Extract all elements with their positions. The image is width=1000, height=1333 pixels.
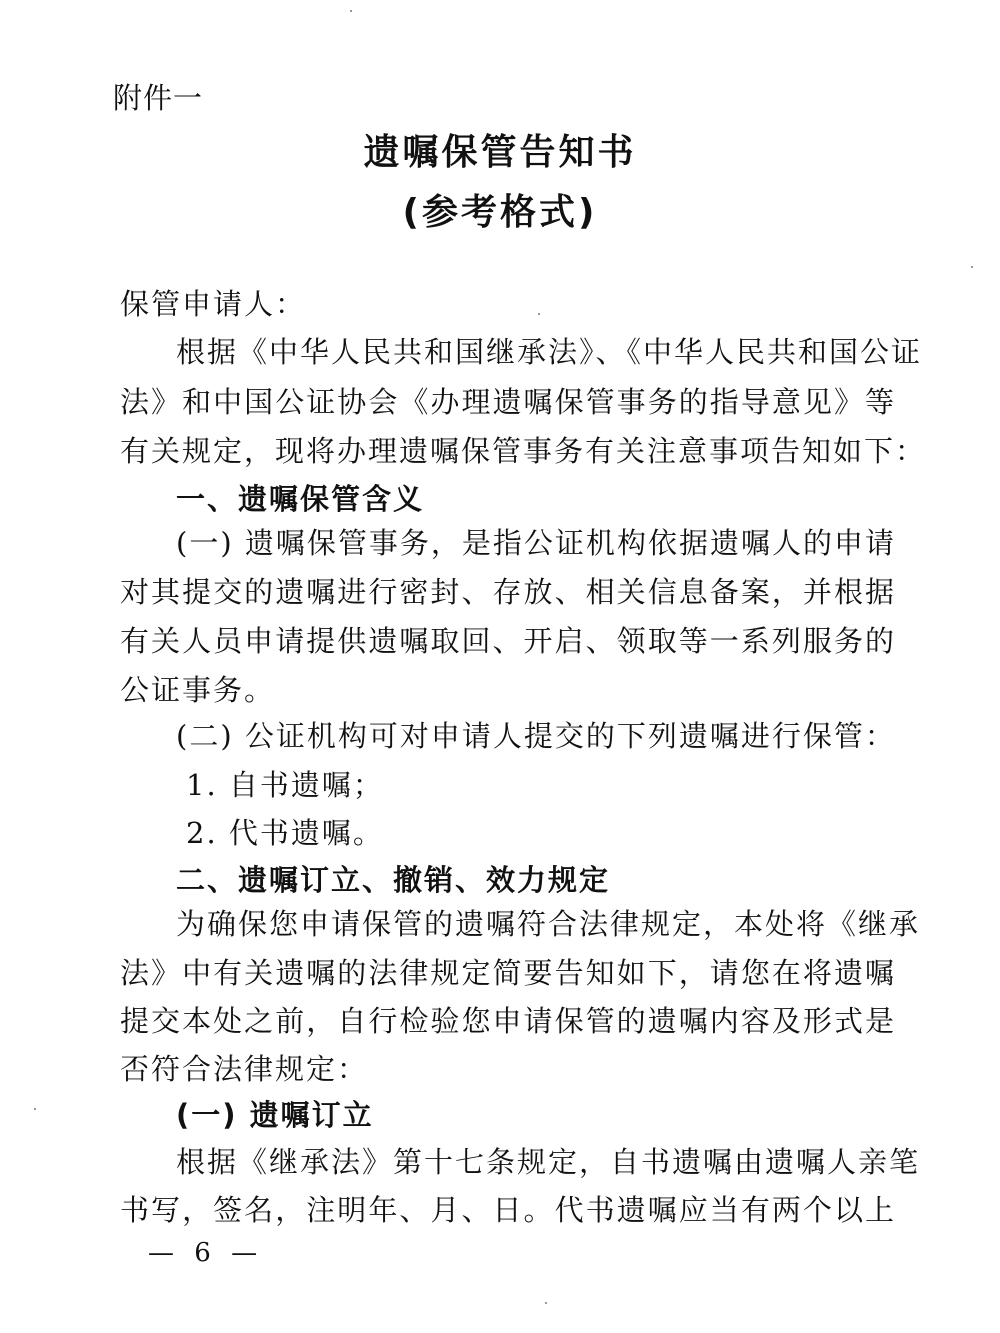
paragraph-line: 根据《继承法》第十七条规定，自书遗嘱由遗嘱人亲笔 (176, 1145, 921, 1179)
paragraph-line: 书写，签名，注明年、月、日。代书遗嘱应当有两个以上 (120, 1193, 896, 1227)
paragraph-line: 法》和中国公证协会《办理遗嘱保管事务的指导意见》等 (120, 385, 896, 419)
addressee-line: 保管申请人： (120, 287, 307, 321)
paragraph-line: (一) 遗嘱保管事务，是指公证机构依据遗嘱人的申请 (176, 526, 896, 560)
scan-speck (350, 10, 352, 12)
attachment-label: 附件一 (113, 81, 204, 115)
paragraph-line: 根据《中华人民共和国继承法》、《中华人民共和国公证 (176, 335, 923, 369)
paragraph-line: 对其提交的遗嘱进行密封、存放、相关信息备案，并根据 (120, 575, 896, 609)
paragraph-line: 法》中有关遗嘱的法律规定简要告知如下，请您在将遗嘱 (120, 956, 896, 990)
page-number: — 6 — (148, 1238, 264, 1268)
scan-speck (545, 1302, 547, 1304)
paragraph-line: 有关规定，现将办理遗嘱保管事务有关注意事项告知如下： (120, 434, 927, 468)
paragraph-line: 公证事务。 (120, 673, 276, 707)
subsection-heading: (一) 遗嘱订立 (176, 1098, 374, 1132)
section-heading: 一、遗嘱保管含义 (176, 482, 425, 516)
scan-speck (34, 1108, 36, 1110)
paragraph-line: (二) 公证机构可对申请人提交的下列遗嘱进行保管： (176, 719, 896, 753)
scan-speck (538, 313, 540, 315)
document-subtitle: (参考格式) (402, 192, 598, 233)
list-item: 1. 自书遗嘱； (186, 768, 384, 802)
section-heading: 二、遗嘱订立、撤销、效力规定 (176, 863, 611, 897)
list-item: 2. 代书遗嘱。 (186, 816, 384, 850)
document-title: 遗嘱保管告知书 (363, 132, 637, 173)
paragraph-line: 提交本处之前，自行检验您申请保管的遗嘱内容及形式是 (120, 1004, 896, 1038)
paragraph-line: 为确保您申请保管的遗嘱符合法律规定，本处将《继承 (176, 907, 921, 941)
paragraph-line: 否符合法律规定： (120, 1052, 369, 1086)
paragraph-line: 有关人员申请提供遗嘱取回、开启、领取等一系列服务的 (120, 624, 896, 658)
scan-speck (971, 266, 973, 268)
